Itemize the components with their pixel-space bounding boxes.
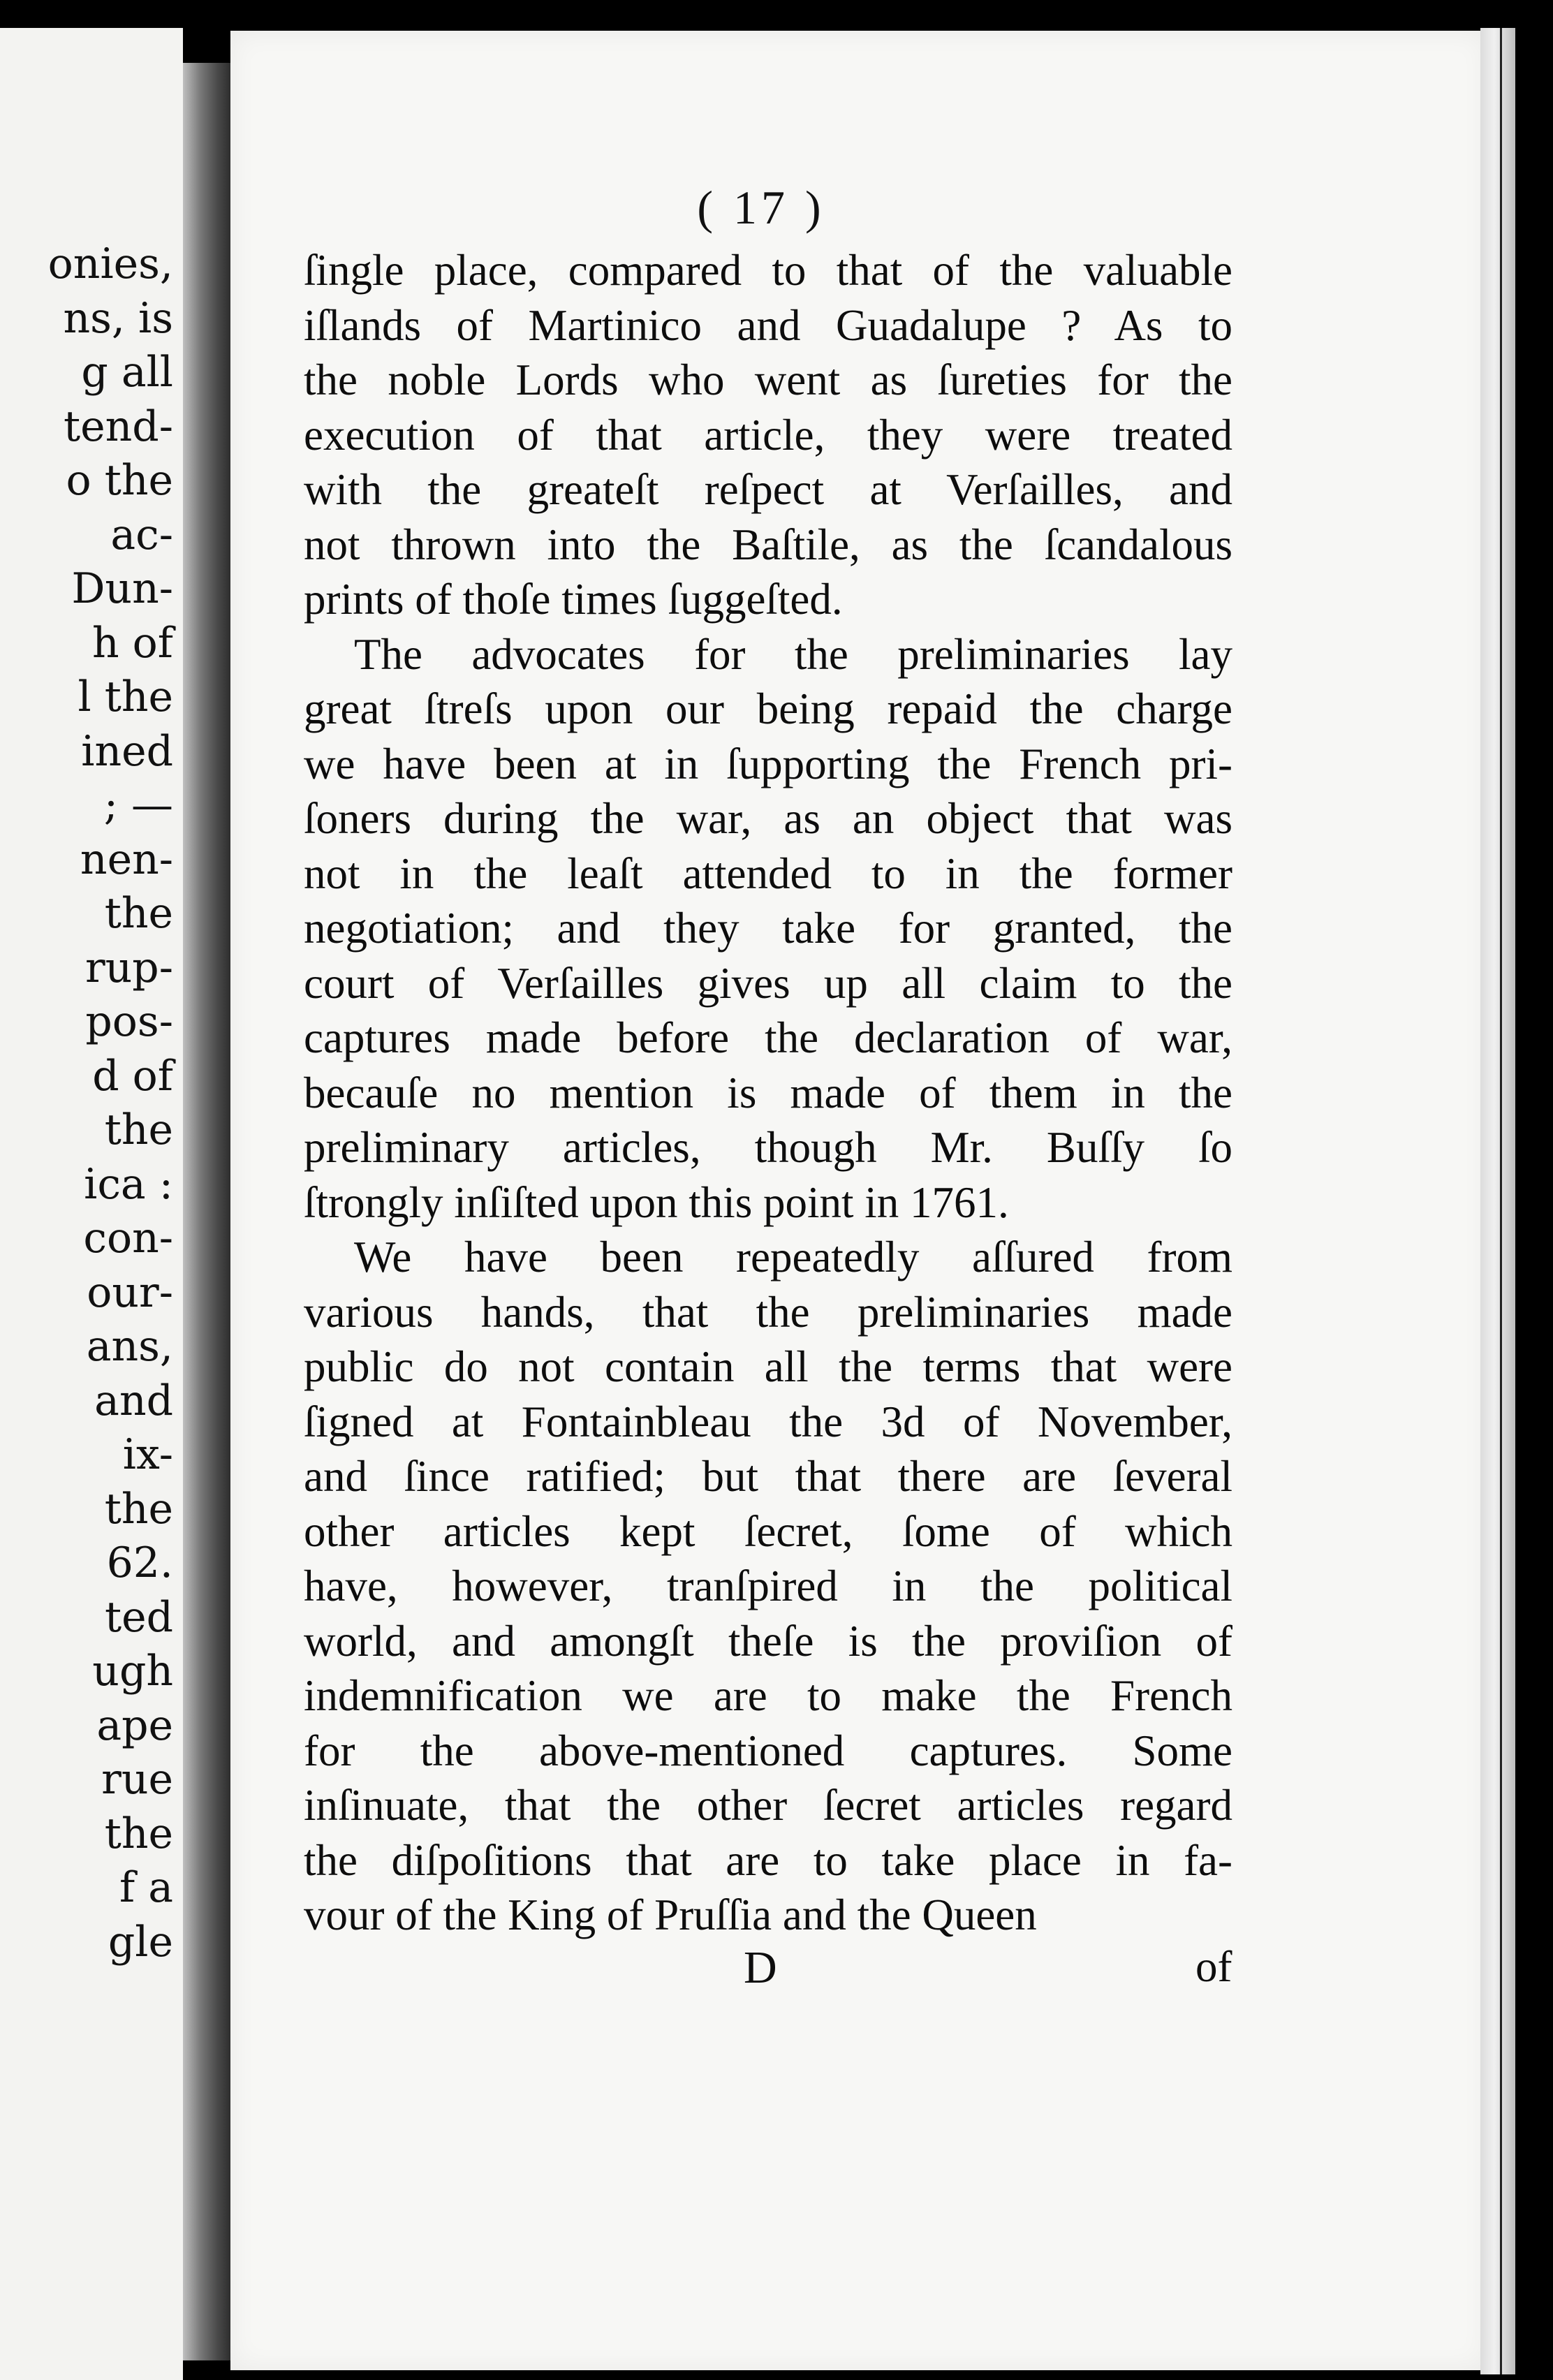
left-page-line: d of <box>92 1051 173 1101</box>
left-page-line: l the <box>78 673 173 721</box>
left-page-line: ac- <box>110 510 173 559</box>
left-page-line: ica : <box>84 1159 173 1209</box>
page-body-text <box>304 243 1232 1943</box>
left-page-line: rue <box>101 1755 173 1804</box>
left-page-line: rup- <box>84 943 173 992</box>
text-line: We have been repeatedly aſſured from <box>354 1233 1232 1281</box>
page-number-header: ( 17 ) <box>697 181 825 234</box>
text-line: vour of the King of Pruſſia and the Queen <box>304 1890 1037 1939</box>
left-page-line: ugh <box>92 1647 173 1696</box>
right-edge-line <box>1500 28 1502 2374</box>
book-gutter-shadow <box>183 63 232 2360</box>
left-page-line: ix- <box>122 1430 173 1479</box>
text-line: for the above-mentioned captures. Some <box>304 1726 1232 1775</box>
text-line: prints of thoſe times ſuggeſted. <box>304 575 843 624</box>
left-page-line: ans, <box>86 1322 173 1371</box>
left-facing-page <box>0 28 183 2380</box>
text-line: the diſpoſitions that are to take place in fa- <box>304 1835 1232 1885</box>
left-page-line: o the <box>66 456 173 505</box>
left-page-line: ape <box>96 1700 173 1750</box>
left-page-line: the <box>104 1105 173 1154</box>
text-line: and ſince ratified; but that there are ſeveral <box>304 1452 1232 1501</box>
text-line: execution of that article, they were treated <box>304 410 1232 460</box>
text-line: not thrown into the Baſtile, as the ſcandalous <box>304 520 1232 569</box>
text-line: other articles kept ſecret, ſome of which <box>304 1506 1232 1556</box>
text-line: various hands, that the preliminaries made <box>304 1287 1232 1337</box>
text-line: world, and amongſt theſe is the proviſion of <box>304 1616 1232 1666</box>
text-line: negotiation; and they take for granted, the <box>304 904 1232 953</box>
text-line: public do not contain all the terms that were <box>304 1342 1232 1391</box>
paragraph <box>304 1230 1232 1943</box>
signature-mark: D <box>744 1942 777 1993</box>
left-page-line: nen- <box>80 835 173 884</box>
text-line: captures made before the declaration of war, <box>304 1013 1232 1062</box>
text-line: court of Verſailles gives up all claim to the <box>304 958 1232 1008</box>
left-page-text-fragments <box>34 237 173 1969</box>
left-page-line: h of <box>91 618 173 668</box>
text-line: ſoners during the war, as an object that was <box>304 794 1232 843</box>
left-page-line: ; — <box>103 781 173 830</box>
left-page-line: Dun- <box>71 564 173 613</box>
text-line: ſigned at Fontainbleau the 3d of November, <box>304 1397 1232 1446</box>
text-line: inſinuate, that the other ſecret articles regard <box>304 1781 1232 1830</box>
text-line: The advocates for the preliminaries lay <box>354 629 1232 679</box>
left-page-line: ined <box>81 726 173 776</box>
text-line: the noble Lords who went as ſureties for the <box>304 355 1232 404</box>
left-page-line: ted <box>104 1592 173 1642</box>
left-page-line: the <box>104 1809 173 1858</box>
paragraph <box>304 627 1232 1231</box>
left-page-line: onies, <box>47 240 173 288</box>
left-page-line: gle <box>108 1917 173 1967</box>
left-page-line: our- <box>87 1268 173 1317</box>
left-page-line: ns, is <box>63 293 173 343</box>
right-page-edge <box>1480 28 1515 2374</box>
text-line: iſlands of Martinico and Guadalupe ? As to <box>304 300 1232 350</box>
left-page-line: f a <box>119 1863 173 1912</box>
text-line: ſtrongly inſiſted upon this point in 1761. <box>304 1177 1009 1227</box>
text-line: with the greateſt reſpect at Verſailles, and <box>304 465 1232 514</box>
paragraph <box>304 243 1232 627</box>
text-line: preliminary articles, though Mr. Buſſy ſo <box>304 1123 1232 1172</box>
text-line: great ſtreſs upon our being repaid the charge <box>304 684 1232 733</box>
left-page-line: and <box>94 1376 173 1425</box>
text-line: we have been at in ſupporting the French pri- <box>304 739 1232 788</box>
left-page-line: 62. <box>106 1538 173 1587</box>
left-page-line: tend- <box>64 402 173 451</box>
left-page-line: pos- <box>85 997 173 1046</box>
left-page-line: the <box>104 1484 173 1534</box>
left-page-line: g all <box>81 348 173 397</box>
catchword: of <box>1195 1942 1232 1991</box>
text-line: ſingle place, compared to that of the valuable <box>304 246 1232 295</box>
left-page-line: the <box>104 889 173 938</box>
text-line: not in the leaſt attended to in the former <box>304 849 1232 898</box>
text-line: have, however, tranſpired in the political <box>304 1562 1232 1610</box>
left-page-line: con- <box>83 1214 173 1263</box>
text-line: becauſe no mention is made of them in the <box>304 1068 1232 1117</box>
text-line: indemnification we are to make the French <box>304 1671 1232 1720</box>
